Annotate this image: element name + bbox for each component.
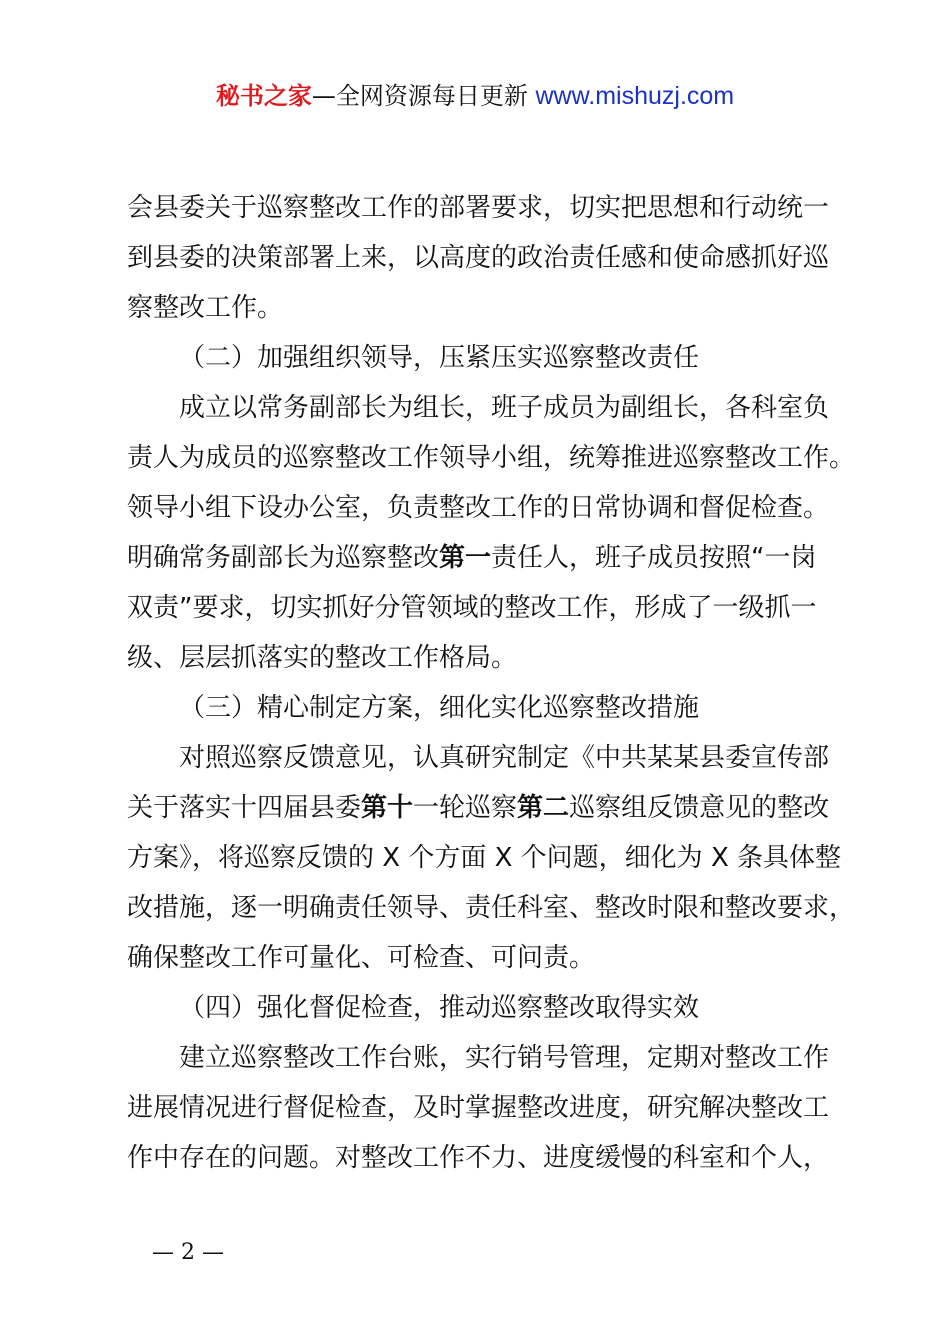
body-line [127,533,847,583]
body-line: 级、层层抓落实的整改工作格局。 [127,643,518,673]
body-line: 方案》，将巡察反馈的 X 个方面 X 个问题，细化为 X 条具体整 [127,843,842,873]
section-heading-4: （四）强化督促检查，推动巡察整改取得实效 [179,993,700,1023]
body-line: 改措施，逐一明确责任领导、责任科室、整改时限和整改要求， [127,893,856,923]
text-run: 关于落实十四届县委 [127,793,362,823]
section-heading-3: （三）精心制定方案，细化实化巡察整改措施 [179,693,700,723]
brand-name: 秘书之家 [215,82,312,110]
body-line: 领导小组下设办公室，负责整改工作的日常协调和督促检查。 [127,493,830,523]
header-tagline: —全网资源每日更新 [311,82,528,110]
page-number: — 2 — [152,1240,224,1265]
bold-text: 第一 [439,543,492,573]
body-line: 双责”要求，切实抓好分管领域的整改工作，形成了一级抓一 [127,593,817,623]
body-line: 作中存在的问题。对整改工作不力、进度缓慢的科室和个人， [127,1143,830,1173]
body-line: 会县委关于巡察整改工作的部署要求，切实把思想和行动统一 [127,193,830,223]
body-line: 对照巡察反馈意见，认真研究制定《中共某某县委宣传部 [179,743,830,773]
body-line: 确保整改工作可量化、可检查、可问责。 [127,943,596,973]
body-line: 察整改工作。 [127,293,284,323]
body-line [127,783,847,833]
page-header [0,80,950,112]
header-url: www.mishuzj.com [535,82,735,110]
body-line: 进展情况进行督促检查，及时掌握整改进度，研究解决整改工 [127,1093,830,1123]
text-run: 责任人，班子成员按照“一岗 [491,543,817,573]
body-line: 成立以常务副部长为组长，班子成员为副组长，各科室负 [179,393,830,423]
bold-text: 第十 [361,793,414,823]
text-run: 明确常务副部长为巡察整改 [127,543,440,573]
body-line: 到县委的决策部署上来，以高度的政治责任感和使命感抓好巡 [127,243,830,273]
text-run: 巡察组反馈意见的整改 [569,793,830,823]
section-heading-2: （二）加强组织领导，压紧压实巡察整改责任 [179,343,700,373]
body-line: 建立巡察整改工作台账，实行销号管理，定期对整改工作 [179,1043,830,1073]
bold-text: 第二 [517,793,570,823]
document-body [127,183,856,1183]
text-run: 一轮巡察 [413,793,518,823]
body-line: 责人为成员的巡察整改工作领导小组，统筹推进巡察整改工作。 [127,443,856,473]
